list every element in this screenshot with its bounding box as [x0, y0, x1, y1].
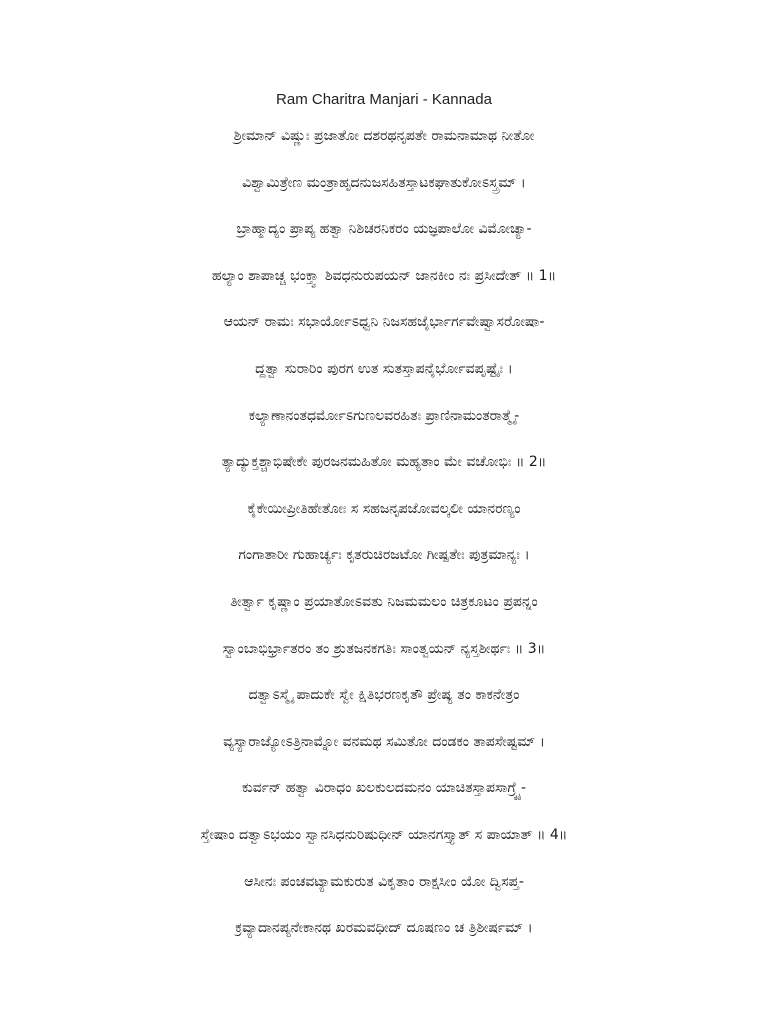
verse-line: ಶ್ರೀಮಾನ್ ವಿಷ್ಣುಃ ಪ್ರಜಾತೋ ದಶರಥನೃಪತೇ ರಾಮನಾಮಾಥ ನೀತೋ — [233, 128, 535, 144]
verse-line: ಕೈಕೇಯೀಪ್ರೀತಿಹೇತೋಃ ಸ ಸಹಜನೃಪಜೋವಲ್ಕಲೀ ಯಾನರಣ್ಯಂ — [247, 501, 521, 517]
verse-line: ಕ್ರವ್ಯಾದಾನಪ್ಯನೇಕಾನಥ ಖರಮವಧೀದ್ ದೂಷಣಂ ಚ ತ್ರಿಶೀರ್ಷಮ್ । — [235, 920, 533, 936]
verse-line: ವ್ಯಸ್ಯಾರಾಜ್ಯೋಽತ್ರಿನಾಮ್ನೋ ವನಮಥ ಸಮಿತೋ ದಂಡಕಂ ತಾಪಸೇಷ್ಟಮ್ । — [223, 734, 545, 750]
document-title: Ram Charitra Manjari - Kannada — [276, 91, 492, 108]
verse-line: ತ್ಯಾದ್ಯುಕ್ತಶ್ಚಾಭಿಷೇಕೇ ಪುರಜನಮಹಿತೋ ಮಹ್ಯತಾಂ ಮೇ ವಚೋಭಿಃ ॥ 2॥ — [221, 454, 547, 470]
verse-line: ತೀರ್ತ್ವಾ ಕೃಷ್ಣಾಂ ಪ್ರಯಾತೋಽವತು ನಿಜಮಮಲಂ ಚಿತ್ರಕೂಟಂ ಪ್ರಪನ್ನಂ — [230, 594, 538, 610]
verse-line: ಆಸೀನಃ ಪಂಚವಟ್ಯಾಮಕುರುತ ವಿಕೃತಾಂ ರಾಕ್ಷಸೀಂ ಯೋ ದ್ವಿಸಪ್ತ- — [244, 874, 524, 890]
verse-line: ಆಯನ್ ರಾಮಃ ಸಭಾರ್ಯೋಽಧ್ವನಿ ನಿಜಸಹಜೈರ್ಭಾರ್ಗವೇಷ್ವಾಸರೋಷಾ- — [223, 314, 545, 330]
verse-line: ದ್ದತ್ವಾ ಸುರಾರಿಂ ಪುರಗ ಉತ ಸುತಸ್ತಾಪನೈರ್ಭೋವಪೃಷ್ಟೈಃ । — [255, 361, 513, 377]
verse-line: ಬ್ರಾಹ್ಮಾದ್ಯಂ ಪ್ರಾಪ್ಯ ಹತ್ವಾ ನಿಶಿಚರನಿಕರಂ ಯಜ್ಞಪಾಲೋ ವಿಮೋಚ್ಯಾ- — [236, 221, 532, 237]
verse-line: ಕಲ್ಯಾಣಾನಂತಧರ್ಮೋಽಗುಣಲವರಹಿತಃ ಪ್ರಾಣಿನಾಮಂತರಾತ್ಮೈ- — [248, 408, 520, 424]
verse-line: ಹಲ್ಯಾಂ ಶಾಪಾಚ್ಚ ಭಂಕ್ತ್ವಾ ಶಿವಧನುರುಪಯನ್ ಜಾನಕೀಂ ನಃ ಪ್ರಸೀದೇತ್ ॥ 1॥ — [211, 268, 557, 284]
verse-line: ಸ್ವಾಂಬಾಭಿರ್ಭ್ರಾತರಂ ತಂ ಶ್ರುತಜನಕಗತಿಃ ಸಾಂತ್ವಯನ್ ನ್ಯಸ್ತಶೀರ್ಥಃ ॥ 3॥ — [222, 641, 546, 657]
verse-line: ಕುರ್ವನ್ ಹತ್ವಾ ವಿರಾಧಂ ಖಲಕುಲದಮನಂ ಯಾಚಿತಸ್ತಾಪಸಾಗ್ರ್ಯೈ- — [241, 780, 527, 796]
verse-line: ಗಂಗಾತಾರೀ ಗುಹಾರ್ಚ್ಯಃ ಕೃತರುಚಿರಜಟೋ ಗೀಷ್ಪತೇಃ ಪುತ್ರಮಾನ್ಯಃ । — [238, 547, 530, 563]
verse-line: ಸ್ತೇಷಾಂ ದತ್ವಾಽಭಯಂ ಸ್ವಾನಸಿಧನುರಿಷುಧೀನ್ ಯಾನಗಸ್ತ್ಯಾತ್ ಸ ಪಾಯಾತ್ ॥ 4॥ — [200, 827, 568, 843]
verse-line: ವಿಶ್ವಾಮಿತ್ರೇಣ ಮಂತ್ರಾಹೃದನುಜಸಹಿತಸ್ತಾಟಕಘಾತುಕೋಽಸ್ತ್ರಮ್ । — [242, 175, 526, 191]
verse-line: ದತ್ವಾಽಸ್ಮೈ ಪಾದುಕೇ ಸ್ವೇ ಕ್ಷಿತಿಭರಣಕೃತೌ ಪ್ರೇಷ್ಯ ತಂ ಕಾಕನೇತ್ರಂ — [248, 687, 520, 703]
